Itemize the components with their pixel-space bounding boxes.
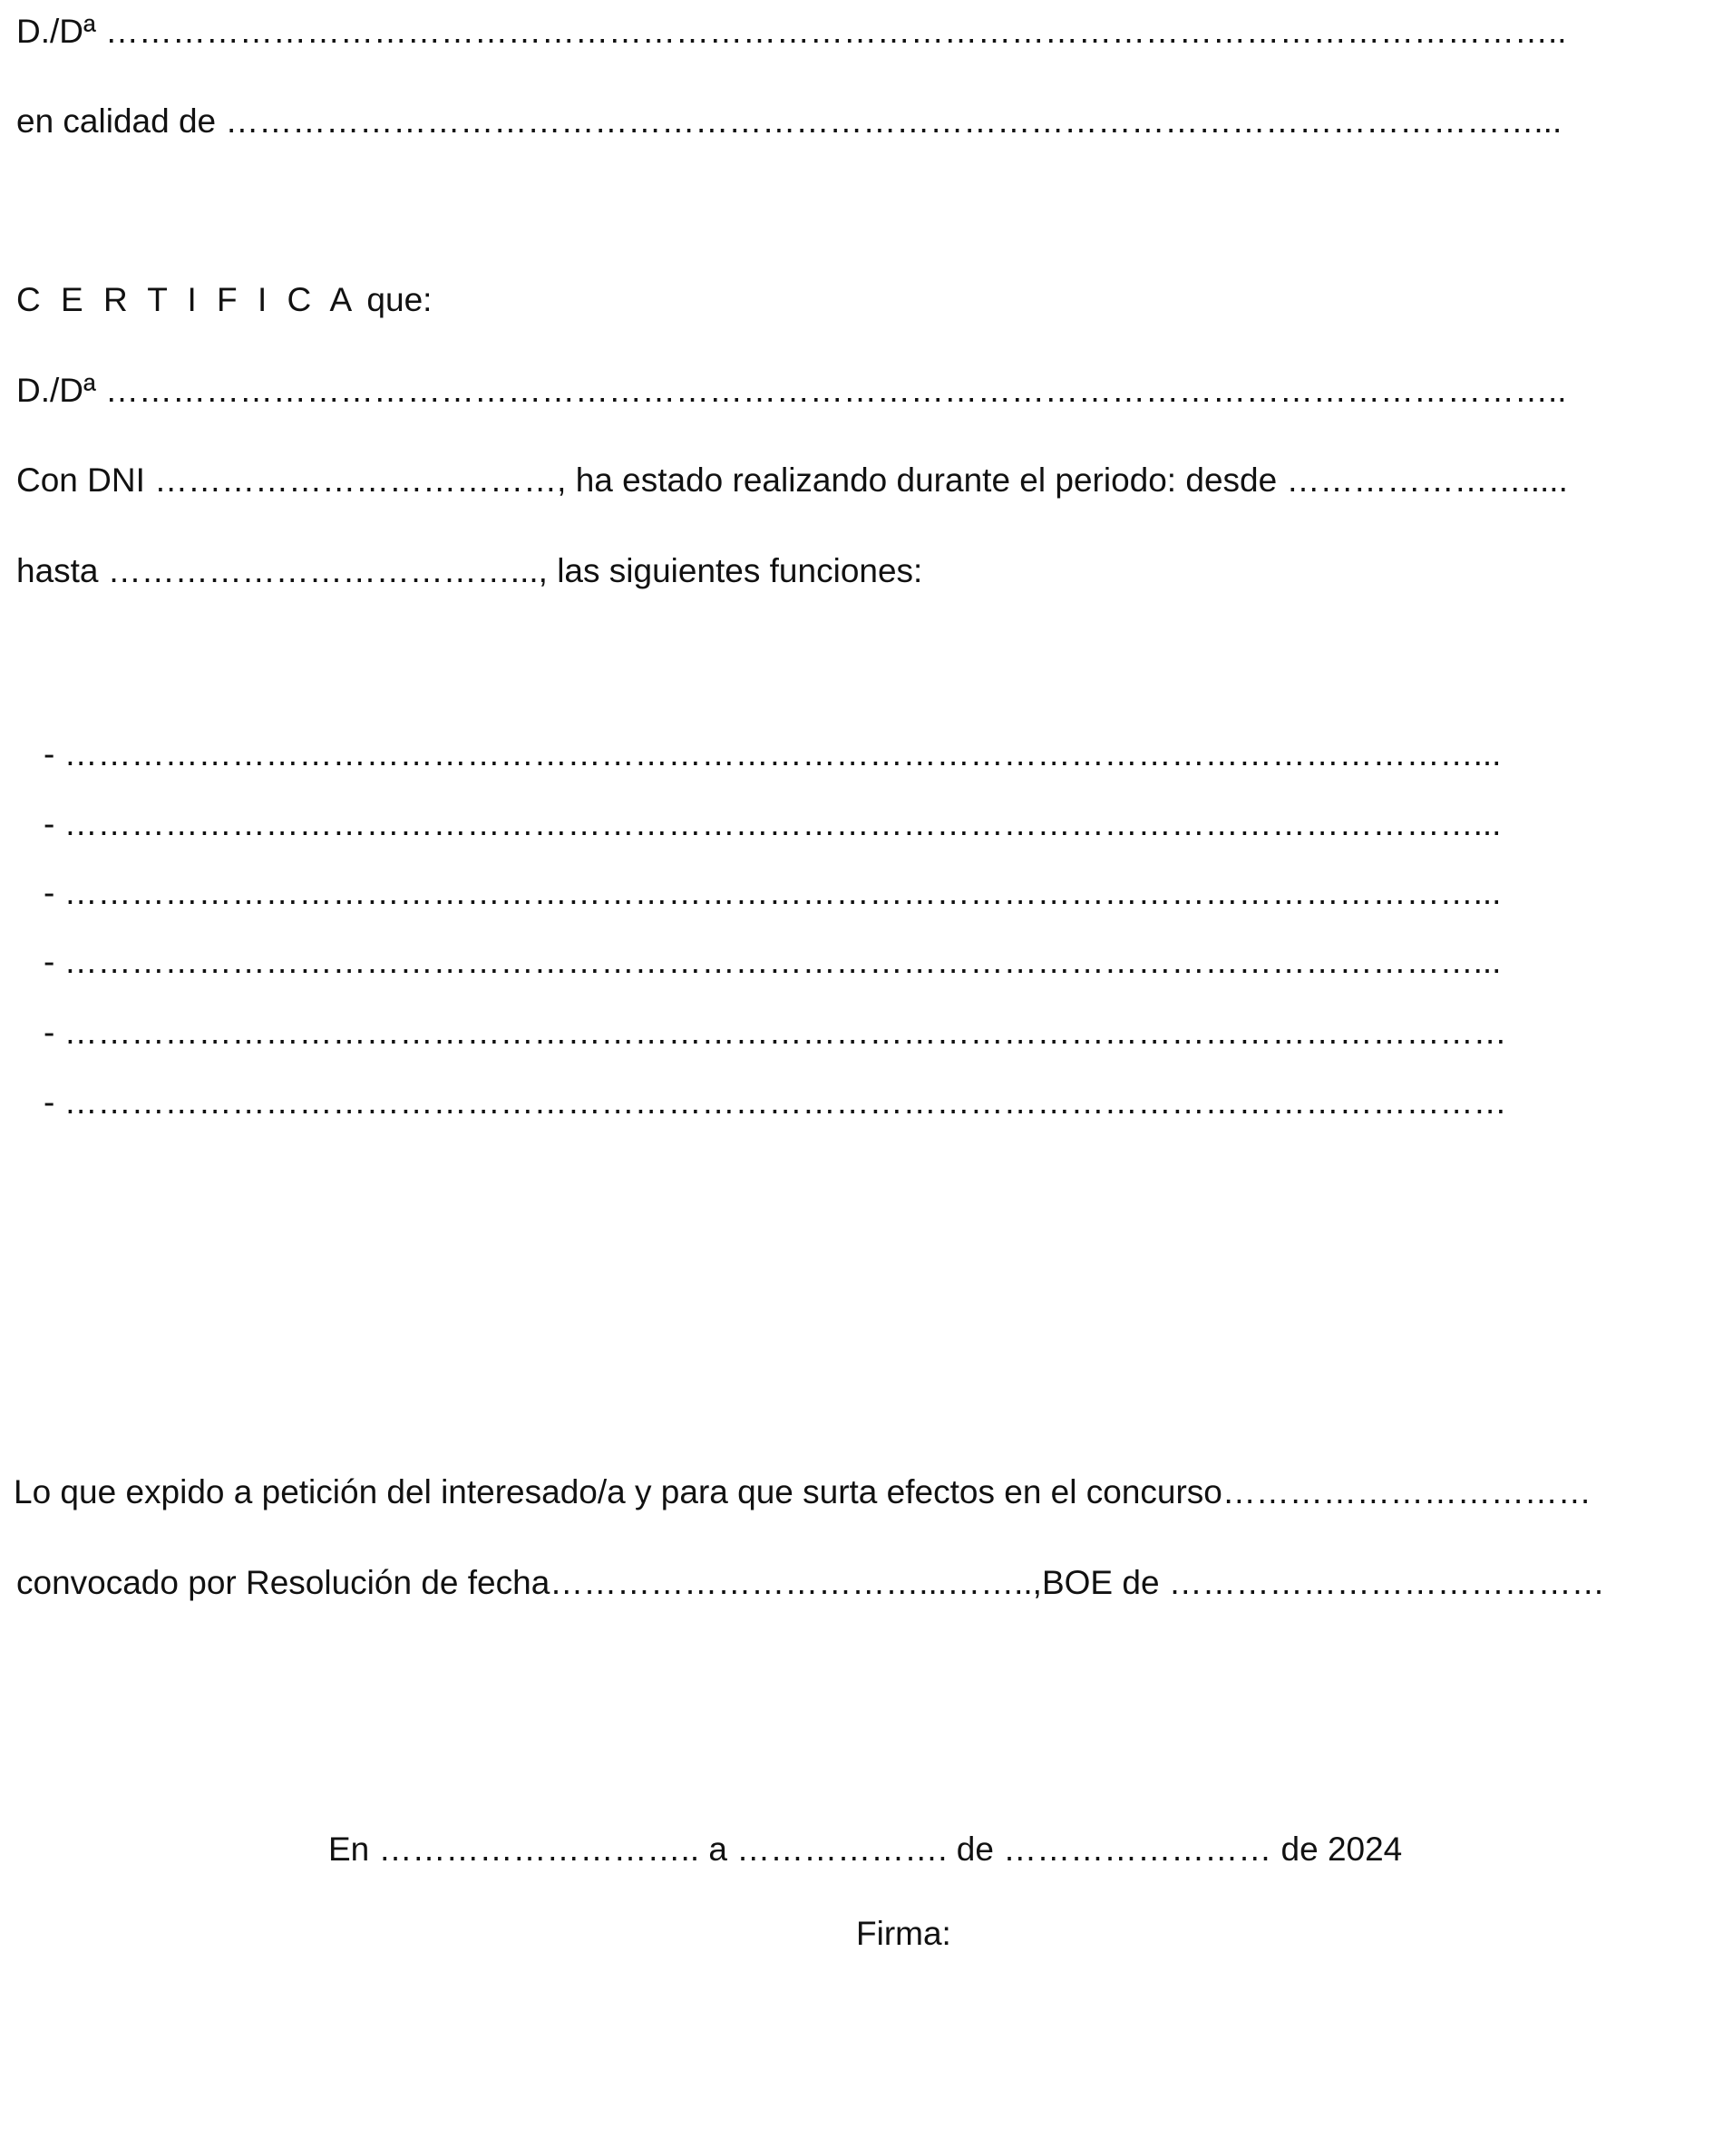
function-item-2: - ………………………………………………………………………………………………………………...: [44, 805, 1502, 842]
dni-period-line: Con DNI ………………………………, ha estado realizando durante el periodo: desde ………………….....: [16, 461, 1568, 499]
function-item-1: - ………………………………………………………………………………………………………………...: [44, 735, 1502, 772]
closing-line-2: convocado por Resolución de fecha……………………………...……..,BOE de …………………………………: [16, 1564, 1605, 1601]
function-item-3: - ………………………………………………………………………………………………………………...: [44, 874, 1502, 911]
certifica-heading-suffix: que:: [357, 281, 433, 318]
certified-name-line: D./Dª …………………………………………………………………………………………………………………..: [16, 372, 1567, 409]
function-item-5: - …………………………………………………………………………………………………………………: [44, 1014, 1507, 1051]
certifica-heading: [16, 280, 1703, 320]
closing-line-1: Lo que expido a petición del interesado/a y para que surta efectos en el concurso……………………………: [14, 1473, 1592, 1510]
signature-date-line: En ……………………….. a ………………. de …………………… de 2024: [328, 1831, 1403, 1868]
signature-label: Firma:: [856, 1915, 951, 1952]
function-item-6: - …………………………………………………………………………………………………………………: [44, 1083, 1507, 1121]
function-item-4: - ………………………………………………………………………………………………………………...: [44, 943, 1502, 980]
name-line-1: D./Dª …………………………………………………………………………………………………………………..: [16, 13, 1567, 50]
hasta-functions-line: hasta ………………………………..., las siguientes funciones:: [16, 552, 923, 589]
certifica-heading-spaced: C E R T I F I C A: [16, 281, 358, 318]
capacity-line: en calidad de ………………………………………………………………………………………………………...: [16, 102, 1562, 140]
